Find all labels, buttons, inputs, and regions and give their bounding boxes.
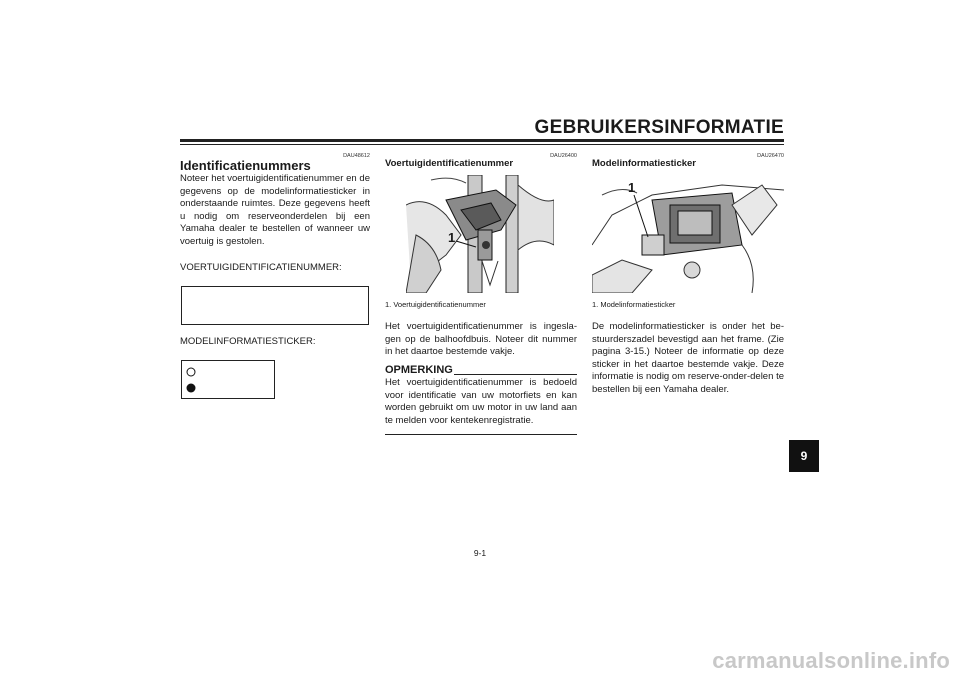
section-code: DAU26470 [757,153,784,159]
model-label: MODELINFORMATIESTICKER: [180,336,316,347]
page-header-title: GEBRUIKERSINFORMATIE [534,117,784,138]
section-body: Het voertuigidentificatienummer is ingesla-gen op de balhoofdbuis. Noteer dit nummer in het daartoe bestemde vakje. [385,321,577,358]
photo-caption: 1. Voertuigidentificatienummer [385,300,486,309]
note-rule [454,374,577,375]
section-heading: Identificatienummers [180,158,311,173]
header-rule-thick [180,139,784,142]
chapter-tab: 9 [789,440,819,472]
section-heading: Modelinformatiesticker [592,158,696,169]
section-body: Noteer het voertuigidentificatienummer en de gegevens op de modelinformatiesticker in onderstaande ruimtes. Deze gegevens heeft u nodig om reserveonderdelen bij een Yamaha dealer te bestellen of wanneer uw voertuig is gestolen. [180,173,370,247]
marker-circles-icon [182,361,276,400]
steering-head-illustration [406,175,554,293]
page-number: 9-1 [473,548,487,558]
note-heading-row [385,364,577,378]
frame-photo [406,175,554,293]
note-end-rule [385,434,577,435]
frame-under-seat-illustration [592,175,784,293]
header-rule-thin [180,144,784,145]
callout-number: 1 [448,230,456,245]
note-body: Het voertuigidentificatienummer is bedoeld voor identificatie van uw motorfiets en kan worden gebruikt om uw motor in uw land aan te melden voor kentekenregistratie. [385,377,577,426]
vin-entry-box [181,286,369,325]
callout-number: 1 [628,180,636,195]
model-entry-box [181,360,275,399]
section-body: De modelinformatiesticker is onder het be-stuurderszadel bevestigd aan het frame. (Zie pagina 3-15.) Noteer de informatie op deze sticker in het daartoe bestemde vakje. Deze informatie is nodig om reserve-onder-delen te bestellen bij een Yamaha dealer. [592,321,784,395]
photo-caption: 1. Modelinformatiesticker [592,300,676,309]
seat-area-photo [592,175,784,293]
section-code: DAU26400 [550,153,577,159]
vin-label: VOERTUIGIDENTIFICATIENUMMER: [180,262,342,273]
section-heading: Voertuigidentificatienummer [385,158,514,169]
note-title: OPMERKING [385,364,453,376]
watermark: carmanualsonline.info [712,648,950,673]
section-code: DAU48612 [343,153,370,159]
